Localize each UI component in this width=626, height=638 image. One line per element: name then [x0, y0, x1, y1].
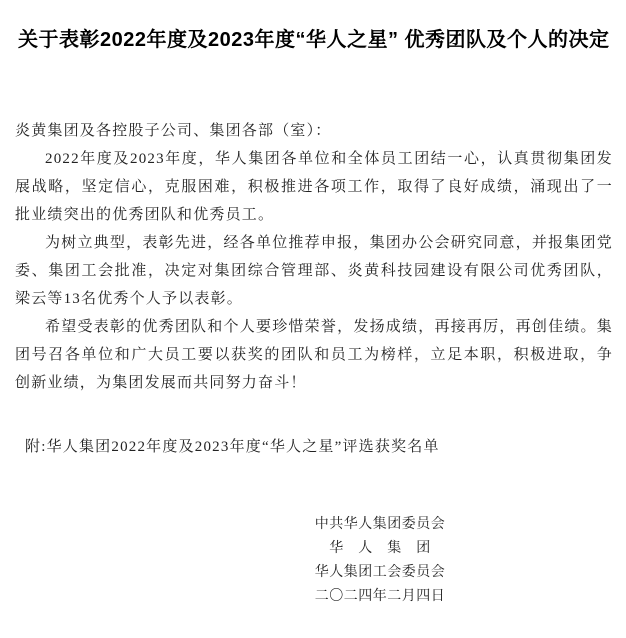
page-title: 关于表彰2022年度及2023年度“华人之星” 优秀团队及个人的决定	[18, 29, 610, 51]
signature-party-committee: 中共华人集团委员会	[314, 517, 446, 532]
signature-date: 二〇二四年二月四日	[314, 589, 446, 604]
document-body	[15, 145, 613, 397]
signature-group: 华 人 集 团	[329, 541, 431, 556]
signature-block	[314, 513, 446, 609]
paragraph-2: 为树立典型，表彰先进，经各单位推荐申报，集团办公会研究同意，并报集团党委、集团工会批准，决定对集团综合管理部、炎黄科技园建设有限公司优秀团队，梁云等13名优秀个人予以表彰。	[15, 235, 613, 307]
paragraph-1: 2022年度及2023年度，华人集团各单位和全体员工团结一心，认真贯彻集团发展战略，坚定信心，克服困难，积极推进各项工作，取得了良好成绩，涌现出了一批业绩突出的优秀团队和优秀员工。	[15, 151, 613, 223]
paragraph-3: 希望受表彰的优秀团队和个人要珍惜荣誉，发扬成绩，再接再厉，再创佳绩。集团号召各单位和广大员工要以获奖的团队和员工为榜样，立足本职，积极进取，争创新业绩，为集团发展而共同努力奋斗！	[15, 319, 613, 391]
attachment-note: 附:华人集团2022年度及2023年度“华人之星”评选获奖名单	[25, 439, 440, 455]
document-page	[0, 27, 626, 638]
salutation-line: 炎黄集团及各控股子公司、集团各部（室）：	[15, 123, 332, 139]
signature-union-committee: 华人集团工会委员会	[314, 565, 446, 580]
